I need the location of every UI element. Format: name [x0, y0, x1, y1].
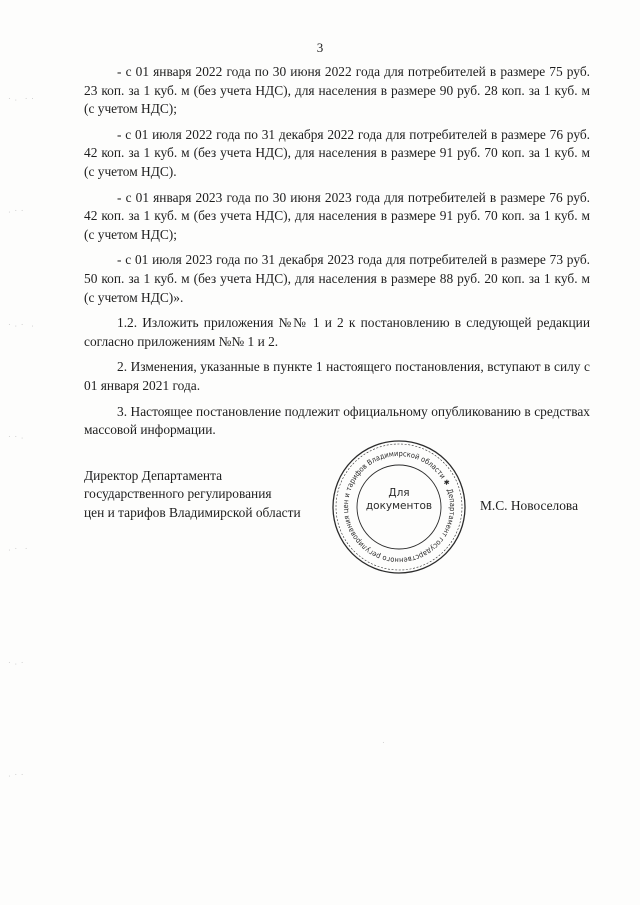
- scan-speck: ⠂⠄ ⠂⠂: [8, 96, 38, 103]
- clause-1-2: 1.2. Изложить приложения №№ 1 и 2 к постановлению в следующей редакции согласно приложениям №№ 1 и 2.: [84, 315, 590, 349]
- stamp-center-line-1: Для: [388, 487, 410, 499]
- page-number: 3: [316, 40, 324, 55]
- stamp-ring-text: Департамент государственного регулирования цен и тарифов Владимирской области ✱: [340, 448, 458, 566]
- position-line-2: государственного регулирования: [84, 486, 272, 502]
- clause-2: 2. Изменения, указанные в пункте 1 настоящего постановления, вступают в силу с 01 января 2021 года.: [84, 359, 590, 393]
- tariff-period-2023-h2: - с 01 июля 2023 года по 31 декабря 2023 года для потребителей в размере 73 руб. 50 коп. за 1 куб. м (без учета НДС), для населения в размере 88 руб. 20 коп. за 1 куб. м (с учетом НДС)».: [84, 252, 590, 305]
- tariff-period-2023-h1: - с 01 января 2023 года по 30 июня 2023 года для потребителей в размере 76 руб. 42 коп. за 1 куб. м (без учета НДС), для населения в размере 91 руб. 70 коп. за 1 куб. м (с учетом НДС);: [84, 189, 590, 242]
- scan-speck: ⠂⠂⠄: [8, 434, 28, 441]
- scan-speck: ⠂: [382, 740, 389, 747]
- position-line-3: цен и тарифов Владимирской области: [84, 504, 301, 520]
- signature-position: [84, 467, 301, 522]
- position-line-1: Директор Департамента: [84, 468, 223, 483]
- clause-3: 3. Настоящее постановление подлежит официальному опубликованию в средствах массовой информации.: [84, 403, 590, 438]
- scan-speck: ⠂⠄⠂: [8, 660, 28, 667]
- official-stamp: [327, 435, 471, 579]
- scan-speck: ⠄⠂⠂: [8, 208, 28, 215]
- stamp-center-text: [327, 487, 471, 513]
- stamp-center-line-2: документов: [365, 500, 433, 512]
- scan-speck: ⠂⠄⠂ ⠄: [8, 322, 38, 329]
- body-text: [84, 63, 590, 447]
- scan-speck: ⠄⠂⠂: [8, 772, 28, 779]
- tariff-period-2022-h2: - с 01 июля 2022 года по 31 декабря 2022 года для потребителей в размере 76 руб. 42 коп. за 1 куб. м (без учета НДС), для населения в размере 91 руб. 70 коп. за 1 куб. м (с учетом НДС).: [84, 126, 590, 179]
- signer-name: М.С. Новоселова: [480, 498, 579, 513]
- tariff-period-2022-h1: - с 01 января 2022 года по 30 июня 2022 года для потребителей в размере 75 руб. 23 коп. за 1 куб. м (без учета НДС), для населения в размере 90 руб. 28 коп. за 1 куб. м (с учетом НДС);: [84, 64, 590, 117]
- scan-speck: ⠄⠂ ⠂: [8, 546, 32, 553]
